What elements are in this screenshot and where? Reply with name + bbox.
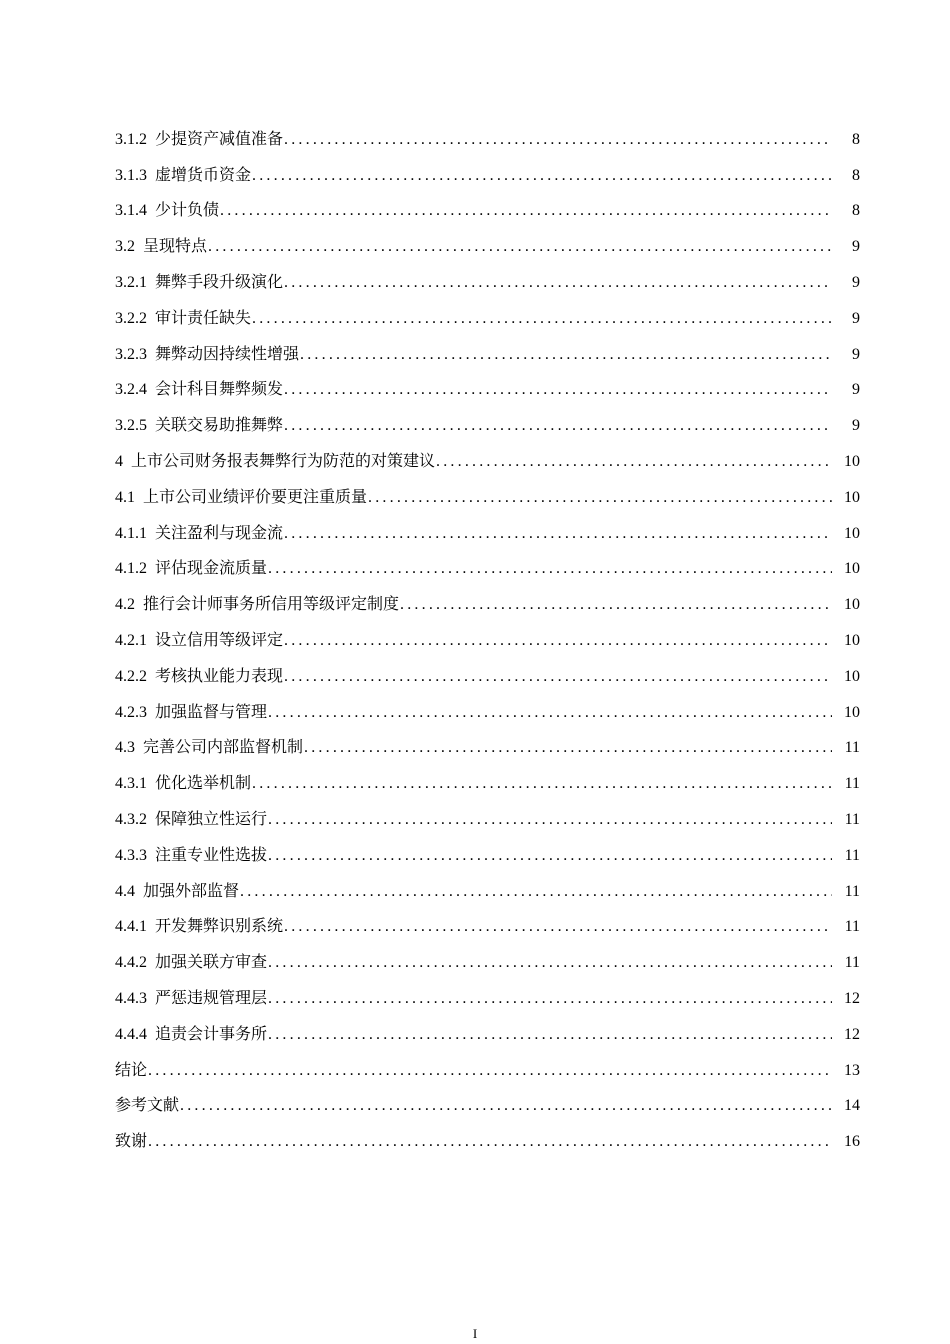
toc-entry[interactable] [115, 687, 860, 723]
toc-entry[interactable] [115, 723, 860, 759]
toc-entry[interactable] [115, 902, 860, 938]
toc-entry-number: 3.2.1 [115, 273, 147, 291]
toc-entry-title [115, 524, 283, 544]
toc-entry-title [115, 846, 267, 866]
toc-dot-leader [368, 488, 832, 508]
toc-dot-leader [148, 1061, 832, 1081]
toc-entry[interactable] [115, 651, 860, 687]
toc-entry-page: 9 [852, 381, 860, 399]
toc-entry-page: 9 [852, 309, 860, 327]
toc-entry-number: 3.1.2 [115, 130, 147, 148]
toc-entry-title [115, 1025, 267, 1045]
toc-entry-title [115, 1061, 147, 1081]
toc-entry-text: 上市公司财务报表舞弊行为防范的对策建议 [131, 452, 436, 470]
toc-entry-title [115, 1132, 147, 1152]
toc-entry[interactable] [115, 1081, 860, 1117]
toc-entry-number: 4.3.2 [115, 810, 147, 828]
toc-entry-text: 上市公司业绩评价要更注重质量 [143, 488, 368, 506]
toc-entry[interactable] [115, 114, 860, 150]
toc-entry-page: 10 [844, 596, 860, 614]
toc-entry-number: 4.2.2 [115, 667, 147, 685]
toc-entry-number: 3.2.2 [115, 309, 147, 327]
toc-entry[interactable] [115, 1045, 860, 1081]
toc-entry-text: 严惩违规管理层 [155, 989, 268, 1007]
toc-entry-text: 评估现金流质量 [155, 560, 268, 578]
toc-entry-page: 16 [844, 1133, 860, 1151]
toc-entry-number: 4.2 [115, 596, 135, 614]
toc-entry-text: 会计科目舞弊频发 [155, 381, 284, 399]
toc-dot-leader [252, 774, 832, 794]
toc-entry-text: 审计责任缺失 [155, 309, 252, 327]
toc-dot-leader [268, 846, 832, 866]
toc-dot-leader [252, 309, 832, 329]
toc-dot-leader [208, 237, 832, 257]
toc-entry-number: 4.2.3 [115, 703, 147, 721]
toc-entry-title [115, 380, 283, 400]
toc-entry[interactable] [115, 758, 860, 794]
toc-entry-title [115, 703, 267, 723]
toc-entry-title [115, 1096, 179, 1116]
table-of-contents [115, 114, 860, 1152]
toc-entry[interactable] [115, 436, 860, 472]
toc-entry-text: 少计负债 [155, 202, 220, 220]
toc-entry-page: 8 [852, 202, 860, 220]
toc-entry-number: 3.2.4 [115, 381, 147, 399]
toc-entry[interactable] [115, 866, 860, 902]
toc-entry-page: 11 [844, 810, 860, 828]
toc-entry-number: 4.4.4 [115, 1025, 147, 1043]
toc-entry-text: 舞弊手段升级演化 [155, 273, 284, 291]
toc-entry-text: 追责会计事务所 [155, 1025, 268, 1043]
toc-entry-text: 保障独立性运行 [155, 810, 268, 828]
toc-entry-text: 关注盈利与现金流 [155, 524, 284, 542]
toc-entry-title [115, 130, 283, 150]
toc-entry-number: 3.2.3 [115, 345, 147, 363]
toc-entry[interactable] [115, 472, 860, 508]
toc-entry-title [115, 166, 251, 186]
toc-entry-text: 完善公司内部监督机制 [143, 739, 304, 757]
toc-entry[interactable] [115, 830, 860, 866]
toc-entry-number: 3.1.3 [115, 166, 147, 184]
toc-entry-page: 9 [852, 345, 860, 363]
toc-dot-leader [252, 166, 832, 186]
toc-dot-leader [268, 953, 832, 973]
toc-entry-page: 11 [844, 954, 860, 972]
toc-entry-page: 10 [844, 667, 860, 685]
toc-entry[interactable] [115, 937, 860, 973]
toc-entry-text: 考核执业能力表现 [155, 667, 284, 685]
toc-dot-leader [284, 667, 832, 687]
toc-entry-text: 呈现特点 [143, 238, 208, 256]
toc-entry-number: 4.3.3 [115, 846, 147, 864]
toc-entry-page: 11 [844, 775, 860, 793]
toc-entry-number: 4.3.1 [115, 775, 147, 793]
toc-entry-page: 9 [852, 238, 860, 256]
toc-entry-title [115, 631, 283, 651]
toc-dot-leader [148, 1132, 832, 1152]
toc-entry-title [115, 917, 283, 937]
toc-entry-page: 10 [844, 560, 860, 578]
toc-entry-title [115, 774, 251, 794]
toc-entry-page: 9 [852, 417, 860, 435]
toc-entry-text: 开发舞弊识别系统 [155, 918, 284, 936]
toc-entry-page: 10 [844, 452, 860, 470]
toc-dot-leader [284, 380, 832, 400]
toc-entry-page: 14 [844, 1097, 860, 1115]
toc-dot-leader [284, 416, 832, 436]
toc-entry-title [115, 345, 299, 365]
toc-entry[interactable] [115, 615, 860, 651]
toc-entry[interactable] [115, 150, 860, 186]
toc-entry-text: 优化选举机制 [155, 775, 252, 793]
toc-entry-number: 4.2.1 [115, 631, 147, 649]
toc-entry[interactable] [115, 257, 860, 293]
toc-entry-page: 11 [844, 918, 860, 936]
toc-dot-leader [220, 201, 832, 221]
toc-entry-text: 加强关联方审查 [155, 954, 268, 972]
toc-entry-title [115, 595, 399, 615]
toc-dot-leader [300, 345, 832, 365]
toc-entry-text: 致谢 [115, 1133, 148, 1151]
toc-entry-text: 推行会计师事务所信用等级评定制度 [143, 596, 400, 614]
toc-dot-leader [284, 273, 832, 293]
toc-entry-title [115, 953, 267, 973]
toc-entry-page: 10 [844, 488, 860, 506]
page-number-footer: I [472, 1326, 478, 1341]
toc-dot-leader [268, 559, 832, 579]
toc-entry-text: 设立信用等级评定 [155, 631, 284, 649]
toc-entry-text: 少提资产减值准备 [155, 130, 284, 148]
toc-entry[interactable] [115, 1009, 860, 1045]
toc-entry-number: 4 [115, 452, 123, 470]
toc-entry[interactable] [115, 508, 860, 544]
toc-entry-title [115, 989, 267, 1009]
toc-entry-number: 3.1.4 [115, 202, 147, 220]
toc-entry-page: 11 [844, 739, 860, 757]
toc-entry-title [115, 452, 435, 472]
toc-entry-page: 13 [844, 1061, 860, 1079]
toc-entry-page: 11 [844, 882, 860, 900]
toc-entry-title [115, 201, 219, 221]
toc-entry[interactable] [115, 794, 860, 830]
toc-entry-page: 8 [852, 166, 860, 184]
toc-entry[interactable] [115, 329, 860, 365]
toc-dot-leader [180, 1096, 832, 1116]
toc-dot-leader [304, 738, 832, 758]
toc-entry[interactable] [115, 973, 860, 1009]
toc-entry-page: 10 [844, 703, 860, 721]
toc-dot-leader [284, 130, 832, 150]
toc-entry-text: 参考文献 [115, 1097, 180, 1115]
toc-entry-page: 9 [852, 273, 860, 291]
toc-dot-leader [436, 452, 832, 472]
toc-entry-text: 加强监督与管理 [155, 703, 268, 721]
toc-entry-page: 8 [852, 130, 860, 148]
toc-entry-page: 10 [844, 631, 860, 649]
toc-entry-page: 10 [844, 524, 860, 542]
toc-entry[interactable] [115, 544, 860, 580]
toc-entry-text: 关联交易助推舞弊 [155, 417, 284, 435]
toc-entry-page: 12 [844, 1025, 860, 1043]
toc-entry-number: 3.2 [115, 238, 135, 256]
toc-entry-number: 4.1.2 [115, 560, 147, 578]
toc-dot-leader [284, 631, 832, 651]
toc-entry-title [115, 309, 251, 329]
toc-entry-title [115, 237, 207, 257]
toc-entry-number: 4.4 [115, 882, 135, 900]
toc-entry-page: 11 [844, 846, 860, 864]
toc-entry-title [115, 667, 283, 687]
toc-dot-leader [400, 595, 832, 615]
toc-entry-text: 注重专业性选拔 [155, 846, 268, 864]
toc-entry-title [115, 416, 283, 436]
toc-entry-title [115, 738, 303, 758]
toc-entry[interactable] [115, 1116, 860, 1152]
toc-dot-leader [284, 524, 832, 544]
toc-dot-leader [268, 989, 832, 1009]
toc-dot-leader [268, 810, 832, 830]
toc-entry-number: 4.4.3 [115, 989, 147, 1007]
toc-entry[interactable] [115, 365, 860, 401]
toc-entry-text: 舞弊动因持续性增强 [155, 345, 300, 363]
toc-entry-number: 4.1.1 [115, 524, 147, 542]
toc-entry-text: 结论 [115, 1061, 148, 1079]
toc-entry-title [115, 559, 267, 579]
toc-entry-title [115, 273, 283, 293]
toc-entry-number: 4.1 [115, 488, 135, 506]
toc-entry-title [115, 488, 367, 508]
toc-entry-page: 12 [844, 989, 860, 1007]
toc-dot-leader [268, 703, 832, 723]
toc-entry[interactable] [115, 221, 860, 257]
toc-entry-text: 加强外部监督 [143, 882, 240, 900]
toc-entry-number: 4.3 [115, 739, 135, 757]
toc-entry[interactable] [115, 293, 860, 329]
toc-dot-leader [240, 882, 832, 902]
toc-entry-title [115, 882, 239, 902]
toc-dot-leader [268, 1025, 832, 1045]
toc-entry-title [115, 810, 267, 830]
toc-entry-number: 4.4.2 [115, 954, 147, 972]
toc-entry[interactable] [115, 579, 860, 615]
toc-entry-number: 4.4.1 [115, 918, 147, 936]
toc-entry-number: 3.2.5 [115, 417, 147, 435]
toc-entry[interactable] [115, 186, 860, 222]
toc-entry-text: 虚增货币资金 [155, 166, 252, 184]
toc-dot-leader [284, 917, 832, 937]
toc-entry[interactable] [115, 400, 860, 436]
